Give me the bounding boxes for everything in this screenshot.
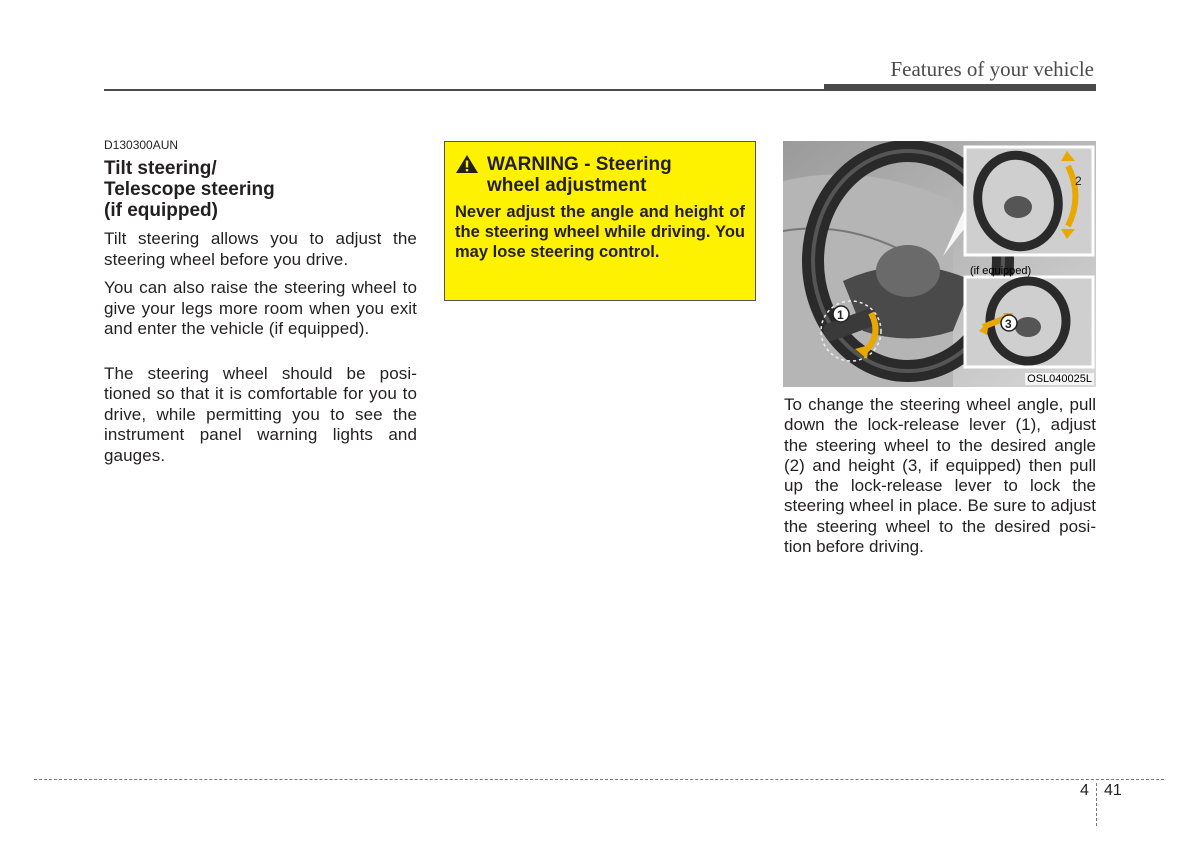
paragraph: You can also raise the steering wheel to give your legs more room when you exit and enter the vehicle (if equipped).	[104, 278, 417, 338]
paragraph: Tilt steering allows you to adjust the steering wheel before you drive.	[104, 229, 417, 269]
heading-line: Tilt steering/	[104, 158, 217, 179]
warning-text: Never adjust the angle and height of the steering wheel while driving. You may lose steering control.	[455, 203, 745, 261]
page-number: 41	[1104, 782, 1122, 799]
warning-title	[455, 154, 745, 196]
svg-text:2: 2	[1075, 174, 1082, 188]
figure-code: OSL040025L	[1027, 373, 1092, 385]
header-rule-accent	[824, 84, 1096, 91]
steering-illustration	[783, 141, 1096, 387]
header-rule	[104, 89, 824, 91]
page-header-title: Features of your vehicle	[890, 57, 1094, 81]
svg-text:1: 1	[837, 308, 844, 322]
svg-text:3: 3	[1005, 317, 1012, 331]
chapter-number: 4	[1080, 782, 1089, 799]
section-code: D130300AUN	[104, 138, 179, 152]
footer-rule	[34, 779, 1164, 780]
warning-box	[444, 141, 756, 301]
paragraph: The steering wheel should be posi-tioned so that it is comfortable for you to drive, while permitting you to see the instrument panel warning lights and gauges.	[104, 363, 417, 465]
figure-inset-label: (if equipped)	[970, 265, 1032, 277]
warning-title-line: WARNING - Steering	[487, 154, 672, 175]
section-heading	[104, 158, 417, 221]
footer-divider	[1096, 783, 1097, 826]
steering-wheel-illustration	[783, 141, 1096, 387]
instructions-paragraph: To change the steering wheel angle, pull down the lock-release lever (1), adjust the steering wheel to the desired angle (2) and height (3, if equipped) then pull up the lock-release lever to lock the steering wheel in place. Be sure to adjust the steering wheel to the desired posi-tion before driving.	[784, 395, 1096, 557]
warning-title-line: wheel adjustment	[487, 175, 647, 196]
left-column	[104, 138, 417, 474]
heading-line: Telescope steering	[104, 179, 275, 200]
heading-line: (if equipped)	[104, 200, 218, 221]
warning-triangle-icon	[455, 154, 479, 174]
